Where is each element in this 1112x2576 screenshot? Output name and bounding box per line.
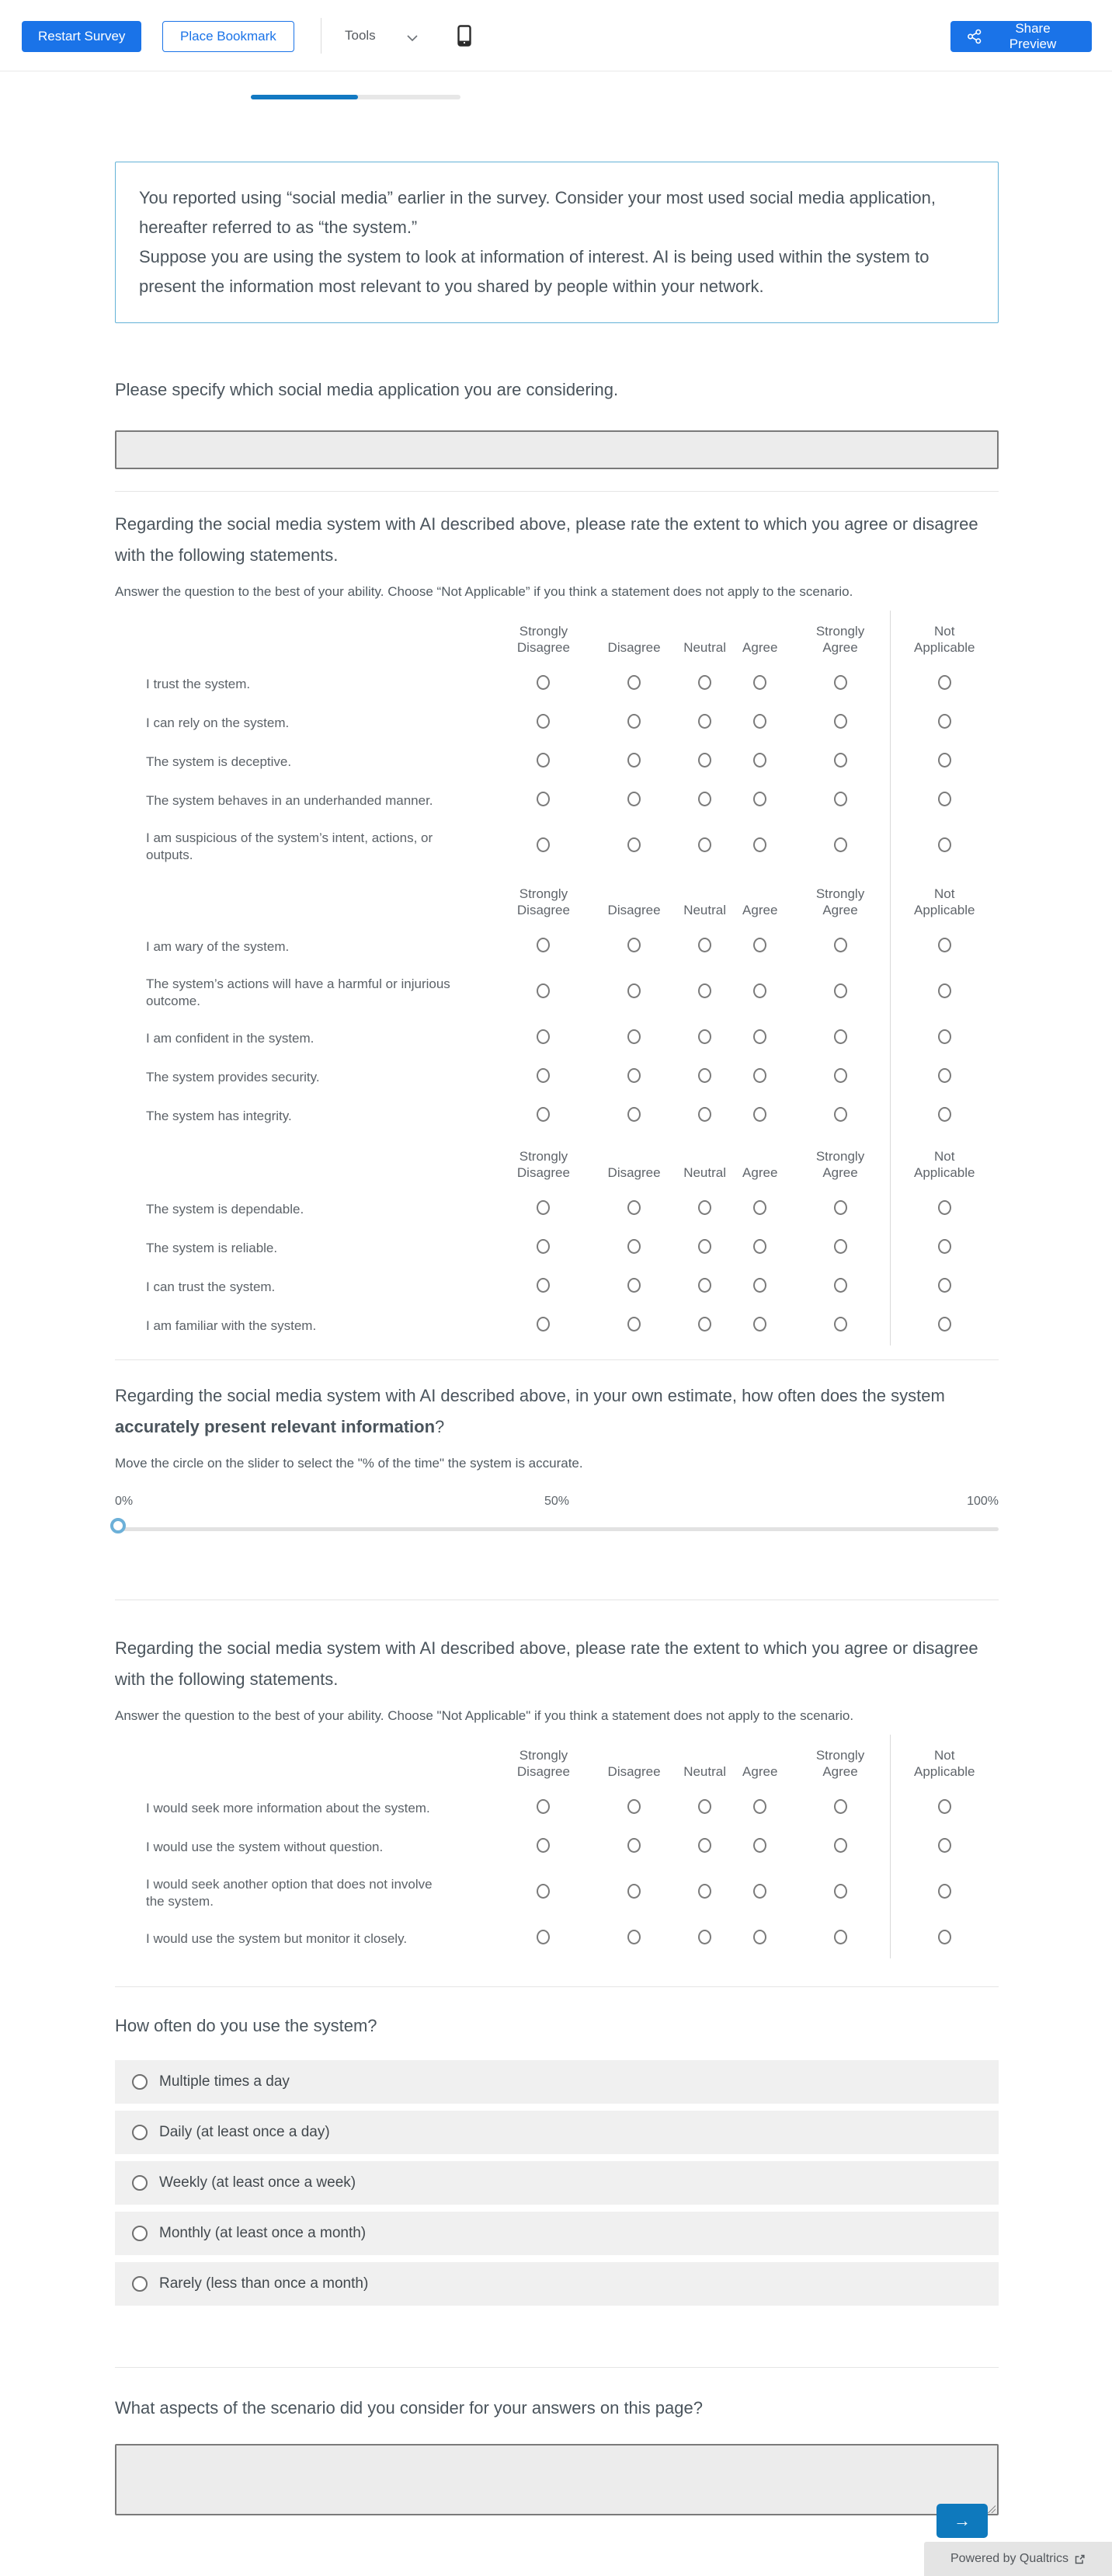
radio-not-applicable[interactable] [938,938,951,952]
col-disagree: Disagree [607,903,661,917]
option-label: Monthly (at least once a month) [159,2225,367,2241]
radio-neutral[interactable] [698,983,711,998]
radio-agree[interactable] [753,714,766,729]
radio-agree[interactable] [753,1799,766,1814]
col-strongly-agree: Strongly Agree [815,886,865,917]
statement-label: I can trust the system. [146,1279,276,1294]
question-trust-instruction: Answer the question to the best of your ability. Choose “Not Applicable” if you think a statement does not apply to the scenario. [115,584,853,599]
radio-strongly-agree[interactable] [834,675,847,690]
accuracy-slider-track[interactable] [115,1527,999,1531]
radio-strongly-agree[interactable] [834,837,847,852]
radio-strongly-disagree[interactable] [537,1278,550,1293]
radio-not-applicable[interactable] [938,1068,951,1083]
radio-strongly-disagree[interactable] [537,938,550,952]
radio-agree[interactable] [753,1930,766,1944]
frequency-option[interactable] [115,2161,999,2205]
frequency-options [115,2060,999,2306]
open-answer-wrap [115,2444,999,2519]
col-neutral: Neutral [683,1165,726,1180]
option-radio[interactable] [132,2226,148,2241]
arrow-right-icon: → [954,2511,971,2530]
radio-not-applicable[interactable] [938,675,951,690]
option-radio[interactable] [132,2074,148,2090]
col-strongly-disagree: Strongly Disagree [516,886,570,917]
statement-label: The system is deceptive. [146,754,292,769]
radio-strongly-agree[interactable] [834,1107,847,1122]
section-divider [115,491,999,492]
question-behavior-title: Regarding the social media system with AI described above, please rate the extent to which you agree or disagree with the following statements. [115,1638,978,1689]
tools-menu[interactable]: Tools [345,28,376,43]
radio-strongly-agree[interactable] [834,1317,847,1332]
radio-strongly-disagree[interactable] [537,792,550,806]
question-frequency-title: How often do you use the system? [115,2016,377,2035]
radio-disagree[interactable] [627,1239,641,1254]
radio-strongly-agree[interactable] [834,983,847,998]
col-not-applicable: Not Applicable [890,1136,999,1190]
statement-label: The system is reliable. [146,1241,278,1255]
slider-label-0: 0% [115,1495,134,1508]
radio-not-applicable[interactable] [938,1838,951,1853]
question-trust-title: Regarding the social media system with AI described above, please rate the extent to which you agree or disagree with the following statements. [115,514,978,565]
matrix-row [115,1268,999,1307]
radio-agree[interactable] [753,1278,766,1293]
option-radio[interactable] [132,2125,148,2140]
col-not-applicable: Not Applicable [890,611,999,665]
matrix-row [115,820,999,873]
powered-by-qualtrics[interactable] [924,2542,1112,2576]
radio-strongly-disagree[interactable] [537,1838,550,1853]
next-page-button[interactable] [937,2504,988,2538]
matrix-row [115,928,999,966]
radio-disagree[interactable] [627,792,641,806]
radio-disagree[interactable] [627,837,641,852]
frequency-option[interactable] [115,2111,999,2154]
powered-by-label: Powered by Qualtrics [950,2552,1069,2565]
radio-not-applicable[interactable] [938,753,951,768]
radio-agree[interactable] [753,938,766,952]
radio-agree[interactable] [753,1239,766,1254]
statement-label: I would seek more information about the system. [146,1801,430,1815]
statement-label: I would use the system but monitor it closely. [146,1931,408,1946]
share-preview-label: Share Preview [1009,21,1057,51]
matrix-row [115,1019,999,1058]
radio-not-applicable[interactable] [938,714,951,729]
col-strongly-agree: Strongly Agree [815,1149,865,1180]
radio-disagree[interactable] [627,1278,641,1293]
statement-label: The system behaves in an underhanded manner. [146,793,433,808]
trust-matrix [115,611,999,1345]
section-divider [115,2367,999,2368]
matrix-row [115,1058,999,1097]
matrix-row [115,704,999,743]
radio-agree[interactable] [753,753,766,768]
section-divider [115,1359,999,1360]
radio-not-applicable[interactable] [938,1107,951,1122]
statement-label: I am familiar with the system. [146,1318,317,1333]
radio-strongly-disagree[interactable] [537,1107,550,1122]
frequency-option[interactable] [115,2262,999,2306]
radio-disagree[interactable] [627,675,641,690]
scenario-paragraph-1: You reported using “social media” earlier in the survey. Consider your most used social media application, hereafter referred to as “the system.” [139,188,936,237]
radio-strongly-agree[interactable] [834,714,847,729]
question-accuracy-title: Regarding the social media system with AI described above, in your own estimate, how often does the system accurately present relevant information? [115,1386,945,1436]
matrix-row [115,782,999,820]
col-strongly-disagree: Strongly Disagree [516,1748,570,1779]
mobile-preview-icon[interactable] [457,25,471,50]
radio-strongly-disagree[interactable] [537,1930,550,1944]
radio-strongly-disagree[interactable] [537,1239,550,1254]
col-strongly-agree: Strongly Agree [815,1748,865,1779]
radio-disagree[interactable] [627,1317,641,1332]
radio-neutral[interactable] [698,1239,711,1254]
radio-disagree[interactable] [627,1200,641,1215]
radio-strongly-disagree[interactable] [537,675,550,690]
col-strongly-disagree: Strongly Disagree [516,1149,570,1180]
share-icon [967,29,982,44]
radio-strongly-disagree[interactable] [537,1799,550,1814]
share-preview-button[interactable] [950,21,1092,52]
radio-disagree[interactable] [627,1838,641,1853]
radio-not-applicable[interactable] [938,1799,951,1814]
radio-strongly-disagree[interactable] [537,1200,550,1215]
scenario-paragraph-2: Suppose you are using the system to look at information of interest. AI is being used within the system to present the information most relevant to you shared by people within your network. [139,247,930,296]
radio-neutral[interactable] [698,1799,711,1814]
option-radio[interactable] [132,2175,148,2191]
matrix-row [115,743,999,782]
statement-label: The system has integrity. [146,1109,292,1123]
col-agree: Agree [742,1165,778,1180]
matrix-row [115,1828,999,1867]
radio-neutral[interactable] [698,1029,711,1044]
statement-label: I trust the system. [146,677,251,691]
option-label: Weekly (at least once a week) [159,2174,356,2191]
radio-strongly-disagree[interactable] [537,983,550,998]
statement-label: I am confident in the system. [146,1031,314,1046]
option-label: Daily (at least once a day) [159,2124,330,2140]
radio-neutral[interactable] [698,1838,711,1853]
radio-disagree[interactable] [627,753,641,768]
matrix-header-row [115,873,999,928]
radio-strongly-disagree[interactable] [537,753,550,768]
chevron-down-icon[interactable] [407,32,418,46]
col-agree: Agree [742,903,778,917]
matrix-header-row [115,1735,999,1789]
matrix-group-3 [115,1136,999,1345]
radio-neutral[interactable] [698,792,711,806]
radio-agree[interactable] [753,1029,766,1044]
option-label: Multiple times a day [159,2073,290,2090]
question-accuracy-instruction: Move the circle on the slider to select the "% of the time" the system is accurate. [115,1456,583,1471]
matrix-row [115,1867,999,1920]
matrix-row [115,1920,999,1958]
radio-not-applicable[interactable] [938,1317,951,1332]
matrix-row [115,1097,999,1136]
radio-strongly-disagree[interactable] [537,1884,550,1899]
radio-agree[interactable] [753,837,766,852]
col-strongly-agree: Strongly Agree [815,624,865,655]
matrix-group-2 [115,873,999,1136]
radio-agree[interactable] [753,792,766,806]
col-not-applicable: Not Applicable [890,873,999,928]
slider-label-100: 100% [967,1495,999,1508]
slider-scale-labels [115,1495,999,1510]
matrix-row [115,1789,999,1828]
col-neutral: Neutral [683,903,726,917]
accuracy-bold-text: accurately present relevant information [115,1417,436,1436]
survey-progress-bar [251,95,460,99]
statement-label: The system’s actions will have a harmful or injurious outcome. [146,976,450,1008]
radio-strongly-disagree[interactable] [537,1068,550,1083]
matrix-row [115,665,999,704]
radio-disagree[interactable] [627,1884,641,1899]
restart-survey-button[interactable]: Restart Survey [22,21,141,52]
radio-neutral[interactable] [698,837,711,852]
statement-label: I can rely on the system. [146,715,290,730]
col-neutral: Neutral [683,1764,726,1779]
radio-strongly-agree[interactable] [834,938,847,952]
radio-disagree[interactable] [627,1029,641,1044]
matrix-row [115,1190,999,1229]
radio-neutral[interactable] [698,1107,711,1122]
radio-disagree[interactable] [627,938,641,952]
col-disagree: Disagree [607,1764,661,1779]
radio-not-applicable[interactable] [938,1884,951,1899]
radio-agree[interactable] [753,675,766,690]
radio-not-applicable[interactable] [938,1029,951,1044]
statement-label: The system is dependable. [146,1202,304,1217]
matrix-row [115,1307,999,1345]
radio-strongly-agree[interactable] [834,1278,847,1293]
radio-neutral[interactable] [698,1930,711,1944]
radio-not-applicable[interactable] [938,983,951,998]
matrix-header-row [115,1136,999,1190]
matrix-group-1 [115,611,999,873]
radio-disagree[interactable] [627,714,641,729]
radio-agree[interactable] [753,1068,766,1083]
section-divider [115,1986,999,1987]
option-radio[interactable] [132,2276,148,2292]
question-app-title: Please specify which social media application you are considering. [115,380,619,399]
radio-strongly-disagree[interactable] [537,1317,550,1332]
radio-strongly-agree[interactable] [834,1799,847,1814]
radio-disagree[interactable] [627,1107,641,1122]
radio-neutral[interactable] [698,675,711,690]
radio-agree[interactable] [753,1200,766,1215]
col-disagree: Disagree [607,640,661,655]
slider-label-50: 50% [544,1495,570,1508]
col-disagree: Disagree [607,1165,661,1180]
radio-neutral[interactable] [698,753,711,768]
place-bookmark-button[interactable]: Place Bookmark [162,21,294,52]
open-answer-textarea[interactable] [115,2444,999,2515]
radio-not-applicable[interactable] [938,837,951,852]
radio-strongly-agree[interactable] [834,1029,847,1044]
radio-not-applicable[interactable] [938,1239,951,1254]
radio-strongly-agree[interactable] [834,1200,847,1215]
option-label: Rarely (less than once a month) [159,2275,369,2292]
radio-disagree[interactable] [627,1799,641,1814]
radio-disagree[interactable] [627,1930,641,1944]
radio-strongly-agree[interactable] [834,1930,847,1944]
radio-neutral[interactable] [698,1278,711,1293]
radio-neutral[interactable] [698,1317,711,1332]
radio-neutral[interactable] [698,1884,711,1899]
radio-strongly-agree[interactable] [834,1884,847,1899]
frequency-option[interactable] [115,2060,999,2104]
radio-strongly-agree[interactable] [834,792,847,806]
radio-strongly-disagree[interactable] [537,1029,550,1044]
radio-not-applicable[interactable] [938,1278,951,1293]
radio-not-applicable[interactable] [938,792,951,806]
frequency-option[interactable] [115,2212,999,2255]
question-open-title: What aspects of the scenario did you consider for your answers on this page? [115,2398,703,2418]
radio-agree[interactable] [753,1884,766,1899]
progress-fill [251,95,358,99]
radio-strongly-agree[interactable] [834,753,847,768]
radio-not-applicable[interactable] [938,1200,951,1215]
app-name-input[interactable] [115,430,999,469]
matrix-row [115,966,999,1019]
slider-handle[interactable] [110,1518,126,1533]
radio-disagree[interactable] [627,983,641,998]
radio-agree[interactable] [753,983,766,998]
col-not-applicable: Not Applicable [890,1735,999,1789]
radio-agree[interactable] [753,1317,766,1332]
col-agree: Agree [742,1764,778,1779]
radio-neutral[interactable] [698,714,711,729]
statement-label: I would seek another option that does not involve the system. [146,1877,433,1909]
matrix-row [115,1229,999,1268]
statement-label: The system provides security. [146,1070,320,1084]
radio-agree[interactable] [753,1107,766,1122]
radio-strongly-agree[interactable] [834,1239,847,1254]
statement-label: I would use the system without question. [146,1840,384,1854]
matrix-header-row [115,611,999,665]
radio-neutral[interactable] [698,1068,711,1083]
col-strongly-disagree: Strongly Disagree [516,624,570,655]
statement-label: I am suspicious of the system’s intent, actions, or outputs. [146,830,433,862]
radio-agree[interactable] [753,1838,766,1853]
behavior-matrix [115,1735,999,1958]
question-behavior-instruction: Answer the question to the best of your ability. Choose "Not Applicable" if you think a statement does not apply to the scenario. [115,1708,854,1723]
radio-neutral[interactable] [698,938,711,952]
radio-neutral[interactable] [698,1200,711,1215]
survey-content [115,162,999,2519]
scenario-description-box [115,162,999,323]
radio-not-applicable[interactable] [938,1930,951,1944]
preview-toolbar [0,0,1112,71]
radio-strongly-agree[interactable] [834,1838,847,1853]
radio-disagree[interactable] [627,1068,641,1083]
col-neutral: Neutral [683,640,726,655]
external-link-icon [1074,2553,1086,2565]
statement-label: I am wary of the system. [146,939,290,954]
col-agree: Agree [742,640,778,655]
radio-strongly-agree[interactable] [834,1068,847,1083]
radio-strongly-disagree[interactable] [537,714,550,729]
radio-strongly-disagree[interactable] [537,837,550,852]
